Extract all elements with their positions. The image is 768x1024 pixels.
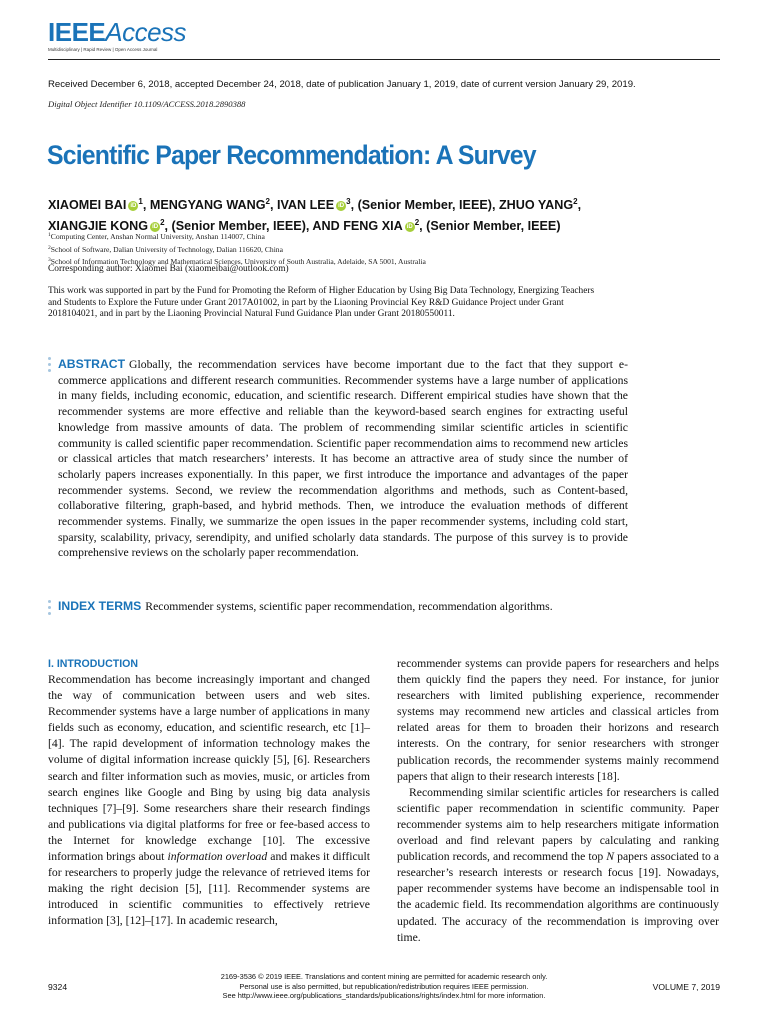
- index-terms-text: Recommender systems, scientific paper recommendation, recommendation algorithms.: [145, 600, 553, 613]
- author-affil-sup: 2: [265, 197, 270, 206]
- logo-tagline: Multidisciplinary | Rapid Review | Open Access Journal: [48, 47, 158, 52]
- funding-statement: This work was supported in part by the Fund for Promoting the Reform of Higher Education by Using Big Data Technology, Energizing Teachers and Students to Explore the Future under Grant 2017A01002, in part by the Liaoning Provincial Key R&D Guidance Project under Grant 2018104021, and in part by the Liaoning Provincial Natural Fund Guidance Plan under Grant 20180550011.: [48, 286, 595, 320]
- author-affil-sup: 2: [573, 197, 578, 206]
- author-name: , (Senior Member, IEEE): [419, 219, 561, 233]
- index-terms-marker-icon: [48, 600, 52, 618]
- abstract-text: Globally, the recommendation services have become important due to the fact that they support e-commerce applications and different research communities. Recommender systems have a large number of applications in many fields, including economic, education, and scientific research. Different empirical studies have shown that the recommender systems are more effective and reliable than the keyword-based search engines for extracting useful knowledge from massive amounts of data. The problem of recommending similar scientific articles in scientific community is called scientific paper recommendation. Scientific paper recommendation aims to recommend new articles or classical articles that match researchers’ interests. It has become an attractive area of study since the number of scholarly papers increases exponentially. In this paper, we first introduce the importance and advantages of the paper recommender systems. Second, we review the recommendation algorithms and methods, such as Content-based, collaborative filtering, graph-based, and hybrid methods. Then, we introduce the evaluation methods of different recommender systems. Finally, we summarize the open issues in the paper recommender systems, including cold start, sparsity, scalability, privacy, serendipity, and unified scholarly data standards. The purpose of this survey is to provide comprehensive reviews on the scholarly paper recommendation.: [58, 358, 628, 560]
- affiliation-text: School of Information Technology and Mathematical Sciences, University of South Australia, Adelaide, SA 5001, Australia: [50, 257, 426, 266]
- author-name: , IVAN LEE: [269, 198, 335, 212]
- body-column-left: [48, 656, 370, 930]
- orcid-icon[interactable]: iD: [152, 224, 159, 230]
- license-notice: [180, 972, 588, 1001]
- author-list: [48, 193, 648, 235]
- author-name: , (Senior Member, IEEE), AND FENG XIA: [164, 219, 403, 233]
- affiliations: [48, 230, 426, 268]
- affiliation-text: School of Software, Dalian University of Technology, Dalian 116620, China: [50, 244, 283, 254]
- orcid-icon[interactable]: iD: [406, 224, 413, 230]
- body-text: recommender systems can provide papers for researchers and helps them quickly find the papers they need. For instance, for junior researchers with limited publishing experience, recommender systems may recommend new articles and classical articles from related areas for them to broaden their horizons and research interests. On the contrary, for senior researchers with stronger publication records, the recommender systems mainly recommend papers that align to their research interests [18].: [397, 657, 719, 783]
- corresponding-author: Corresponding author: Xiaomei Bai (xiaomeibai@outlook.com): [48, 264, 289, 274]
- paper-title: Scientific Paper Recommendation: A Survey: [47, 140, 536, 170]
- author-affil-sup: 2: [414, 218, 420, 227]
- author-affil-sup: 3: [346, 197, 351, 206]
- license-line: 2169-3536 © 2019 IEEE. Translations and content mining are permitted for academic research only.: [220, 972, 548, 981]
- header-divider: [48, 59, 720, 60]
- abstract-marker-icon: [48, 357, 52, 375]
- body-emphasis: information overload: [167, 850, 268, 864]
- index-terms-label: INDEX TERMS: [58, 599, 142, 613]
- license-link[interactable]: See http://www.ieee.org/publications_standards/publications/rights/index.html for more information.: [222, 991, 546, 1000]
- author-name: XIAOMEI BAI: [48, 198, 127, 212]
- index-terms: [58, 598, 658, 615]
- body-paragraph: [397, 656, 719, 785]
- logo-ieee: IEEE: [48, 17, 106, 47]
- author-name: , MENGYANG WANG: [142, 198, 266, 212]
- body-text: Recommending similar scientific articles for researchers is called scientific paper recommendation in scientific community. Paper recommender systems aim to help researchers mitigate information overload and find relevant papers by calculating and ranking publication records, and recommend the top: [397, 785, 719, 864]
- author-affil-sup: 1: [138, 197, 143, 206]
- author-name: XIANGJIE KONG: [48, 219, 149, 233]
- affiliation-item: [48, 230, 426, 243]
- abstract-label: ABSTRACT: [58, 357, 126, 371]
- doi: Digital Object Identifier 10.1109/ACCESS.2018.2890388: [48, 99, 246, 109]
- body-paragraph: [397, 785, 719, 946]
- logo-wordmark: [48, 18, 186, 46]
- affiliation-number: 2: [48, 244, 51, 251]
- body-text: papers associated to a researcher’s research interests or research focus [19]. Nowadays, paper recommender systems have become an indispensable tool in the academic field. Its recommendation algorithms are continuously updated. The accuracy of the recommendation is improving over time.: [397, 850, 719, 944]
- body-text: and makes it difficult for researchers to properly judge the relevance of retrieved items for making the right decision [5], [11]. Recommender systems are introduced in scientific communities to effectively retrieve information [3], [12]–[17]. In academic research,: [48, 850, 370, 928]
- author-separator: ,: [577, 198, 582, 212]
- author-affil-sup: 2: [160, 218, 165, 227]
- body-paragraph: [48, 672, 370, 930]
- affiliation-number: 3: [48, 257, 51, 263]
- body-emphasis: N: [606, 850, 615, 864]
- body-column-right: [397, 656, 719, 946]
- volume-info: VOLUME 7, 2019: [652, 982, 720, 992]
- license-line: Personal use is also permitted, but republication/redistribution requires IEEE permission.: [239, 981, 529, 991]
- received-dates: Received December 6, 2018, accepted December 24, 2018, date of publication January 1, 2019, date of current version January 29, 2019.: [48, 79, 636, 90]
- affiliation-number: 1: [48, 232, 51, 238]
- journal-logo: [48, 18, 186, 52]
- abstract: [58, 357, 628, 561]
- logo-access: Access: [105, 17, 187, 47]
- affiliation-text: Computing Center, Anshan Normal University, Anshan 114007, China: [50, 232, 265, 241]
- section-heading: I. INTRODUCTION: [48, 658, 139, 670]
- affiliation-item: [48, 243, 426, 256]
- author-name: , (Senior Member, IEEE), ZHUO YANG: [350, 198, 574, 212]
- orcid-icon[interactable]: iD: [130, 203, 137, 209]
- page-number: 9324: [48, 982, 68, 992]
- orcid-icon[interactable]: iD: [338, 203, 345, 209]
- body-text: Recommendation has become increasingly important and changed the way of communication between users and web sites. Recommender systems have a large number of applications in many fields such as economy, education, and scientific research, etc [1]–[4]. The rapid development of information technology makes the volume of digital information increase quickly [5], [6]. Researchers search and filter information such as movies, music, or articles from search engines like Google and Bing by using big data analysis techniques [7]–[9]. Some researchers share their research findings and publications via digital platforms for free or fee-based access to the Internet for knowledge exchange [10]. The excessive information brings about: [48, 673, 370, 864]
